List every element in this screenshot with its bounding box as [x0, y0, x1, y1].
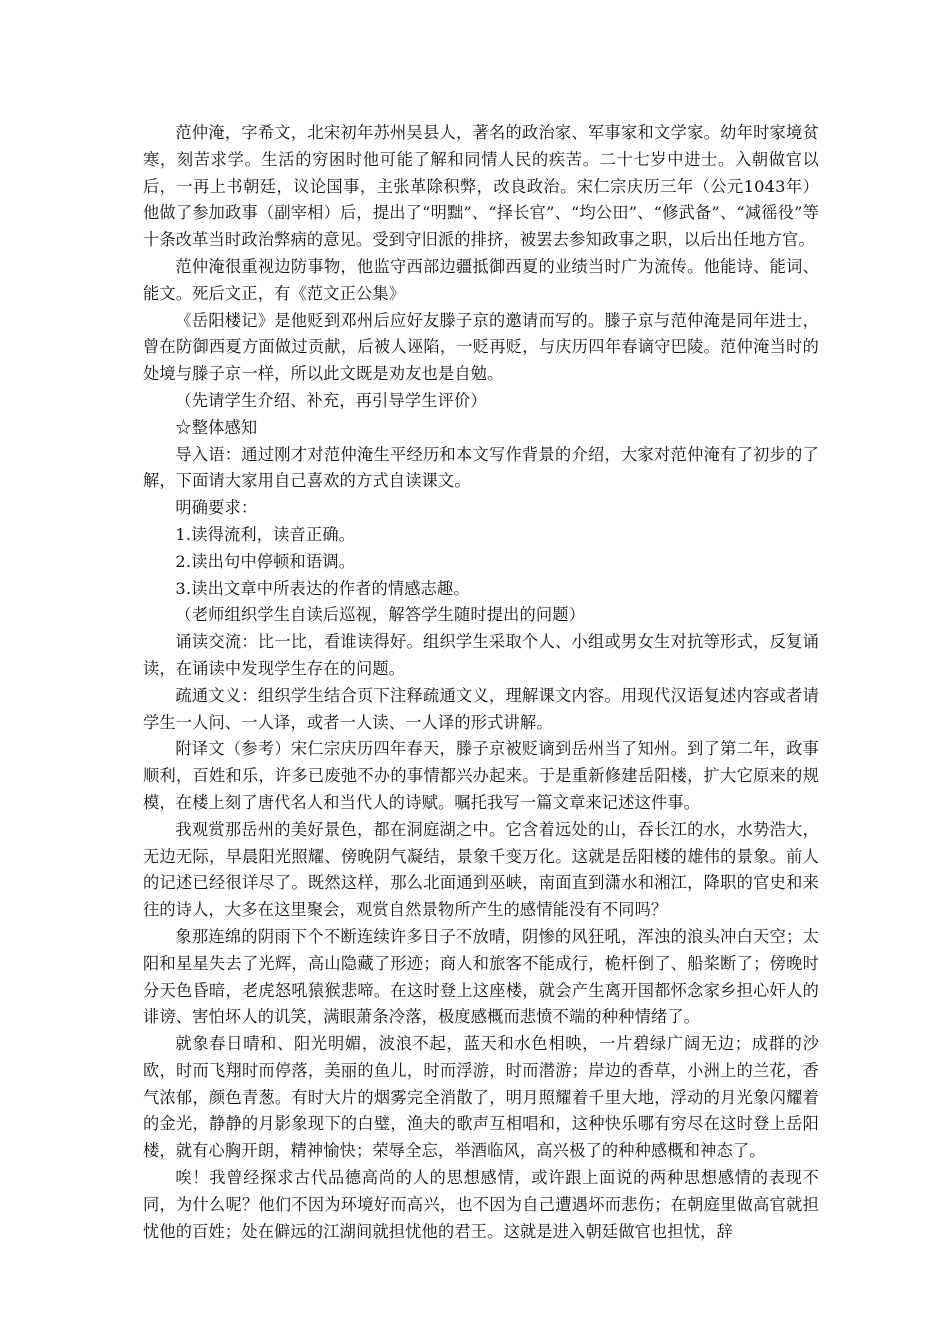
- paragraph-translation-1: 附译文（参考）宋仁宗庆历四年春天，滕子京被贬谪到岳州当了知州。到了第二年，政事顺利，百姓和乐，许多已废弛不办的事情都兴办起来。于是重新修建岳阳楼，扩大它原来的规模，在楼上刻了唐代名人和当代人的诗赋。嘱托我写一篇文章来记述这件事。: [143, 739, 819, 812]
- paragraph-requirements-label: 明确要求：: [175, 498, 258, 518]
- paragraph-translation-5: 唉！我曾经探求古代品德高尚的人的思想感情，或许跟上面说的两种思想感情的表现不同，为什么呢？他们不因为环境好而高兴，也不因为自己遭遇坏而悲伤；在朝庭里做高官就担忧他的百姓；处在僻远的江湖间就担忧他的君王。这就是进入朝廷做官也担忧，辞: [143, 1168, 819, 1241]
- requirement-item-3: 3.读出文章中所表达的作者的情感志趣。: [175, 578, 470, 598]
- paragraph-biography: 范仲淹，字希文，北宋初年苏州吴县人，著名的政治家、军事家和文学家。幼年时家境贫寒，刻苦求学。生活的穷困时他可能了解和同情人民的疾苦。二十七岁中进士。入朝做官以后，一再上书朝廷，议论国事，主张革除积弊，改良政治。宋仁宗庆历三年（公元1043年）他做了参加政事（副宰相）后，提出了“明黜”、“择长官”、“均公田”、“修武备”、“减徭役”等十条改革当时政治弊病的意见。受到守旧派的排挤，被罢去参知政事之职，以后出任地方官。: [143, 123, 819, 250]
- requirement-item-2: 2.读出句中停顿和语调。: [175, 551, 356, 571]
- paragraph-translation-3: 象那连绵的阴雨下个不断连续许多日子不放晴，阴惨的风狂吼，浑浊的浪头冲白天空；太阳和星星失去了光辉，高山隐藏了形迹；商人和旅客不能成行，桅杆倒了、船桨断了；傍晚时分天色昏暗，老虎怒吼猿猴悲啼。在这时登上这座楼，就会产生离开国都怀念家乡担心奸人的诽谤、害怕坏人的讥笑，满眼萧条冷落，极度感概而悲愤不端的种种情绪了。: [143, 926, 819, 1027]
- requirement-item-1: 1.读得流利，读音正确。: [175, 524, 356, 544]
- paragraph-translation-4: 就象春日晴和、阳光明媚，波浪不起，蓝天和水色相映，一片碧绿广阔无边；成群的沙欧，时而飞翔时而停落，美丽的鱼儿，时而浮游，时而潜游；岸边的香草，小洲上的兰花，香气浓郁，颜色青葱。有时大片的烟雾完全消散了，明月照耀着千里大地，浮动的月光象闪耀着的金光，静静的月影象现下的白璧，渔夫的歌声互相唱和，这种快乐哪有穷尽在这时登上岳阳楼，就有心胸开朗，精神愉快；荣辱全忘，举酒临风，高兴极了的种种感概和神态了。: [143, 1034, 819, 1161]
- paragraph-text-comprehension: 疏通文义：组织学生结合页下注释疏通文义，理解课文内容。用现代汉语复述内容或者请学生一人问、一人译，或者一人读、一人译的形式讲解。: [143, 685, 819, 732]
- paragraph-teacher-activity: （老师组织学生自读后巡视，解答学生随时提出的问题）: [175, 605, 586, 625]
- paragraph-introduction: 导入语：通过刚才对范仲淹生平经历和本文写作背景的介绍，大家对范仲淹有了初步的了解，下面请大家用自己喜欢的方式自读课文。: [143, 444, 819, 491]
- document-page: [143, 120, 819, 1245]
- paragraph-teacher-note: （先请学生介绍、补充，再引导学生评价）: [175, 390, 487, 410]
- paragraph-reading-exchange: 诵读交流：比一比，看谁读得好。组织学生采取个人、小组或男女生对抗等形式，反复诵读，在诵读中发现学生存在的问题。: [143, 632, 819, 678]
- paragraph-translation-2: 我观赏那岳州的美好景色，都在洞庭湖之中。它含着远处的山，吞长江的水，水势浩大，无边无际，早晨阳光照耀、傍晚阴气凝结，景象千变万化。这就是岳阳楼的雄伟的景象。前人的记述已经很详尽了。既然这样，那么北面通到巫峡，南面直到潇水和湘江，降职的官史和来往的诗人，大多在这里聚会，观赏自然景物所产生的感情能没有不同吗？: [143, 819, 819, 920]
- paragraph-writing-background: 《岳阳楼记》是他贬到邓州后应好友滕子京的邀请而写的。滕子京与范仲淹是同年进士，曾在防御西夏方面做过贡献，后被人诬陷，一贬再贬，与庆历四年春谪守巴陵。范仲淹当时的处境与滕子京一样，所以此文既是劝友也是自勉。: [143, 310, 819, 384]
- paragraph-border-defense: 范仲淹很重视边防事物，他监守西部边疆抵御西夏的业绩当时广为流传。他能诗、能词、能文。死后文正，有《范文正公集》: [143, 256, 819, 303]
- section-heading-overall-perception: ☆整体感知: [175, 417, 258, 437]
